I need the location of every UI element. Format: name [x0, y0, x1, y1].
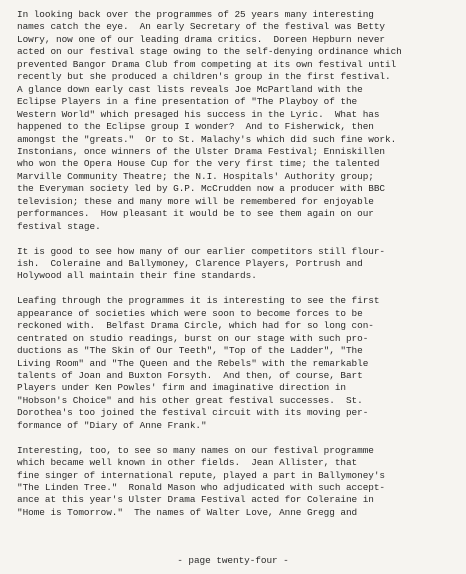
text-line: "The Linden Tree." Ronald Mason who adjudicated with such accept-: [17, 482, 386, 494]
text-line: formance of "Diary of Anne Frank.": [17, 419, 207, 431]
paragraph: [17, 445, 448, 520]
text-line: In looking back over the programmes of 25 years many interesting: [17, 9, 374, 20]
text-line: performances. How pleasant it would be to see them again on our: [17, 208, 374, 220]
text-line: Interesting, too, to see so many names on our festival programme: [17, 444, 374, 456]
text-line: It is good to see how many of our earlier competitors still flour-: [17, 245, 386, 257]
text-line: happened to the Eclipse group I wonder? And to Fisherwick, then: [17, 121, 374, 133]
text-line: which became well known in other fields. Jean Allister, that: [17, 457, 358, 469]
text-line: Dorothea's too joined the festival circuit with its moving per-: [17, 407, 369, 419]
text-line: "Home is Tomorrow." The names of Walter Love, Anne Gregg and: [17, 506, 358, 518]
text-line: Western World" which presaged his success in the Lyric. What has: [17, 108, 380, 120]
text-line: Eclipse Players in a fine presentation of "The Playboy of the: [17, 96, 358, 108]
paragraph: [17, 295, 448, 432]
text-line: Marville Community Theatre; the N.I. Hospitals' Authority group;: [17, 170, 374, 182]
text-line: names catch the eye. An early Secretary of the festival was Betty: [17, 21, 386, 33]
paragraph: [17, 246, 448, 283]
text-line: who won the Opera House Cup for the very first time; the talented: [17, 158, 380, 170]
text-line: Holywood all maintain their fine standards.: [17, 270, 257, 282]
paragraph: [17, 9, 448, 233]
text-line: Leafing through the programmes it is interesting to see the first: [17, 295, 380, 307]
text-line: Living Room" and "The Queen and the Rebels" with the remarkable: [17, 357, 369, 369]
text-line: "Hobson's Choice" and his other great festival successes. St.: [17, 394, 363, 406]
text-line: talents of Joan and Buxton Forsyth. And then, of course, Bart: [17, 370, 363, 382]
body-text: [17, 9, 448, 519]
text-line: ductions as "The Skin of Our Teeth", "Top of the Ladder", "The: [17, 345, 363, 357]
text-line: Instonians, once winners of the Ulster Drama Festival; Enniskillen: [17, 145, 386, 157]
text-line: reckoned with. Belfast Drama Circle, which had for so long con-: [17, 320, 374, 332]
text-line: recently but she produced a children's group in the first festival.: [17, 71, 391, 83]
text-line: centrated on studio readings, burst on our stage with such pro-: [17, 332, 369, 344]
page-footer: - page twenty-four -: [177, 555, 289, 566]
text-line: Lowry, now one of our leading drama critics. Doreen Hepburn never: [17, 33, 386, 45]
text-line: acted on our festival stage owing to the self-denying ordinance which: [17, 46, 402, 58]
text-line: appearance of societies which were soon to become forces to be: [17, 307, 363, 319]
text-line: fine singer of international repute, played a part in Ballymoney's: [17, 469, 386, 481]
text-line: festival stage.: [17, 220, 101, 232]
text-line: amongst the "greats." Or to St. Malachy's which did such fine work.: [17, 133, 397, 145]
text-line: ance at this year's Ulster Drama Festival acted for Coleraine in: [17, 494, 374, 506]
text-line: television; these and many more will be remembered for enjoyable: [17, 195, 374, 207]
text-line: Players under Ken Powles' firm and imaginative direction in: [17, 382, 346, 394]
text-line: prevented Bangor Drama Club from competing at its own festival until: [17, 58, 397, 70]
text-line: the Everyman society led by G.P. McCrudden now a producer with BBC: [17, 183, 386, 195]
text-line: A glance down early cast lists reveals Joe McPartland with the: [17, 83, 363, 95]
text-line: ish. Coleraine and Ballymoney, Clarence Players, Portrush and: [17, 258, 363, 269]
